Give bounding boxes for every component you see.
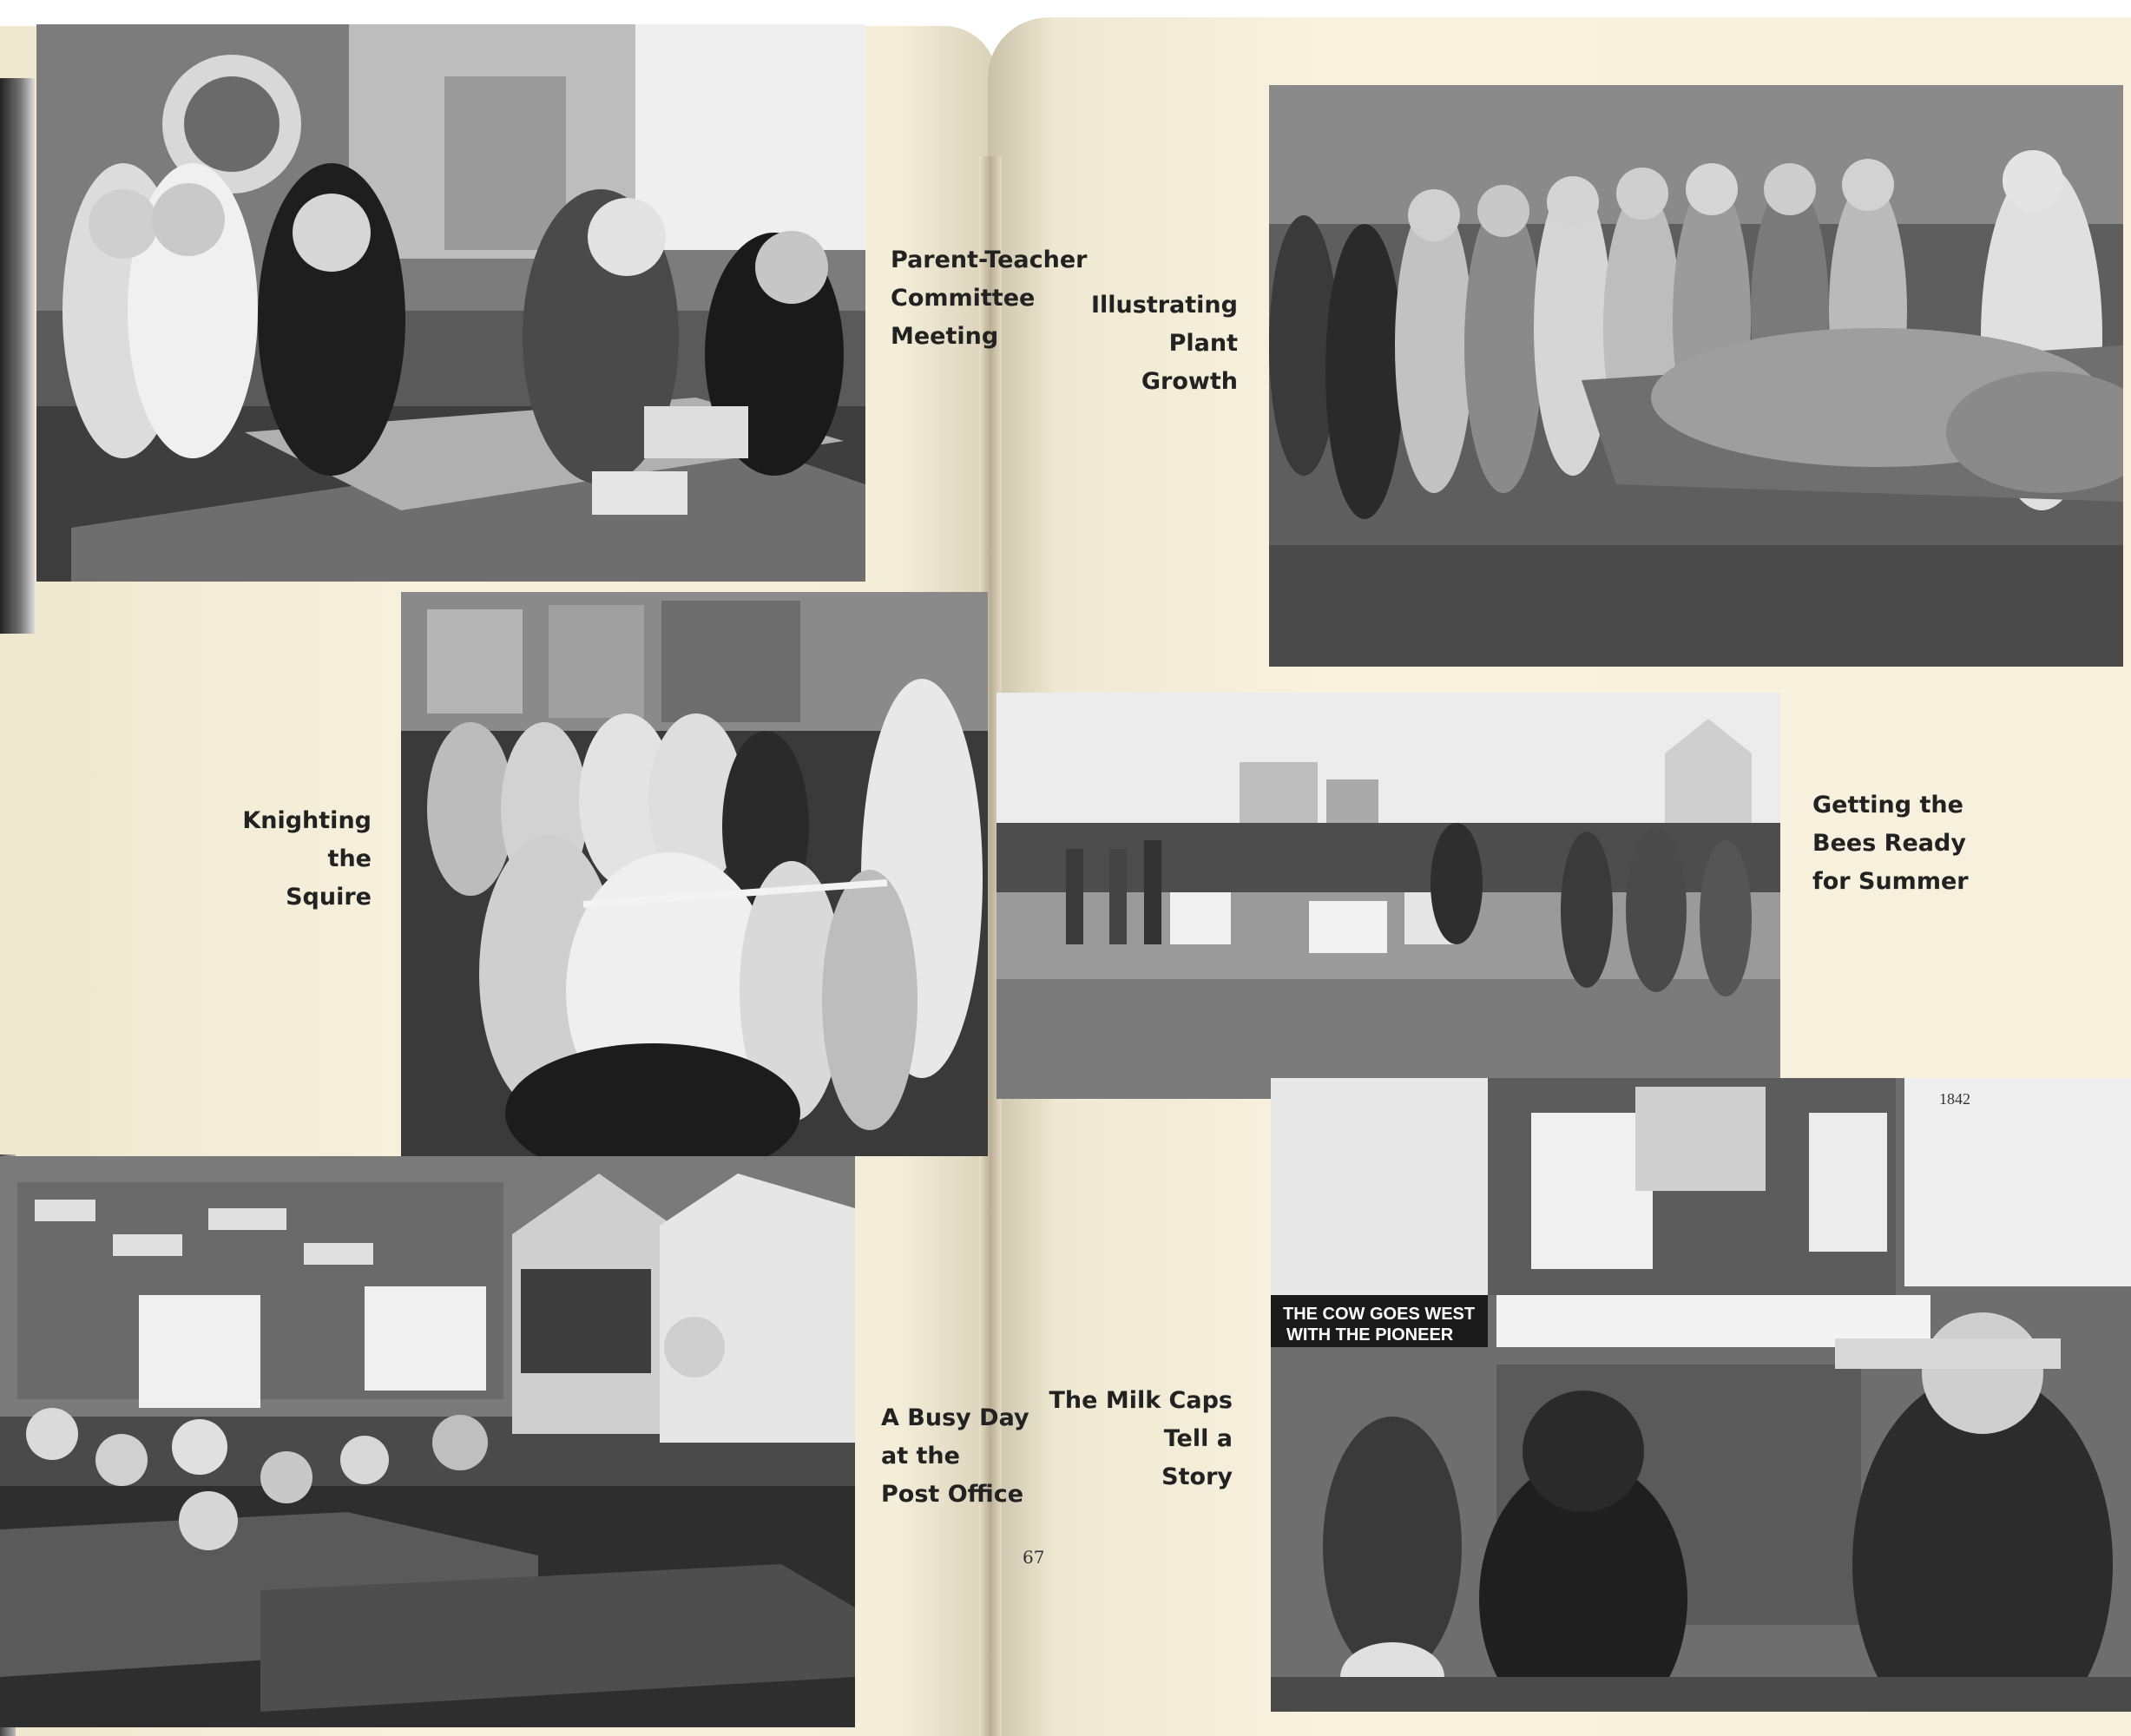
caption-line: Getting the	[1812, 792, 1963, 819]
photo-illustrating-plant-growth	[1269, 85, 2123, 667]
caption-line: at the	[881, 1443, 960, 1470]
caption-line: Tell a	[1163, 1425, 1233, 1452]
caption-knighting	[208, 802, 372, 917]
poster-year: 1842	[1939, 1090, 1970, 1108]
caption-line: Post Office	[881, 1481, 1024, 1508]
photo-bees-ready-for-summer	[996, 693, 1780, 1099]
photo-knighting-the-squire	[401, 592, 988, 1156]
caption-busy-day	[881, 1399, 1029, 1514]
caption-line: the	[327, 845, 372, 872]
caption-line: Bees Ready	[1812, 830, 1966, 857]
caption-line: for Summer	[1812, 868, 1969, 895]
caption-line: Squire	[286, 884, 372, 911]
caption-line: Knighting	[242, 807, 372, 834]
sign-line-2: WITH THE PIONEER	[1286, 1325, 1454, 1345]
caption-line: Illustrating	[1090, 292, 1238, 319]
photo-milk-caps-story	[1271, 1078, 2131, 1712]
caption-line: The Milk Caps	[1049, 1387, 1233, 1414]
caption-line: Parent-Teacher	[891, 247, 1088, 273]
photo-parent-teacher-meeting	[36, 24, 865, 582]
caption-line: A Busy Day	[881, 1404, 1029, 1431]
previous-page-edge	[0, 78, 35, 634]
caption-line: Committee	[891, 285, 1036, 312]
caption-line: Meeting	[891, 323, 999, 350]
caption-line: Growth	[1141, 368, 1238, 395]
caption-milk-caps	[1033, 1382, 1233, 1496]
caption-bees	[1812, 786, 1969, 901]
caption-plant-growth	[1042, 286, 1238, 401]
caption-line: Plant	[1168, 330, 1238, 357]
photo-busy-day-post-office	[0, 1156, 855, 1727]
caption-line: Story	[1161, 1463, 1233, 1490]
page-number: 67	[1023, 1547, 1045, 1568]
sign-line-1: THE COW GOES WEST	[1283, 1305, 1476, 1324]
